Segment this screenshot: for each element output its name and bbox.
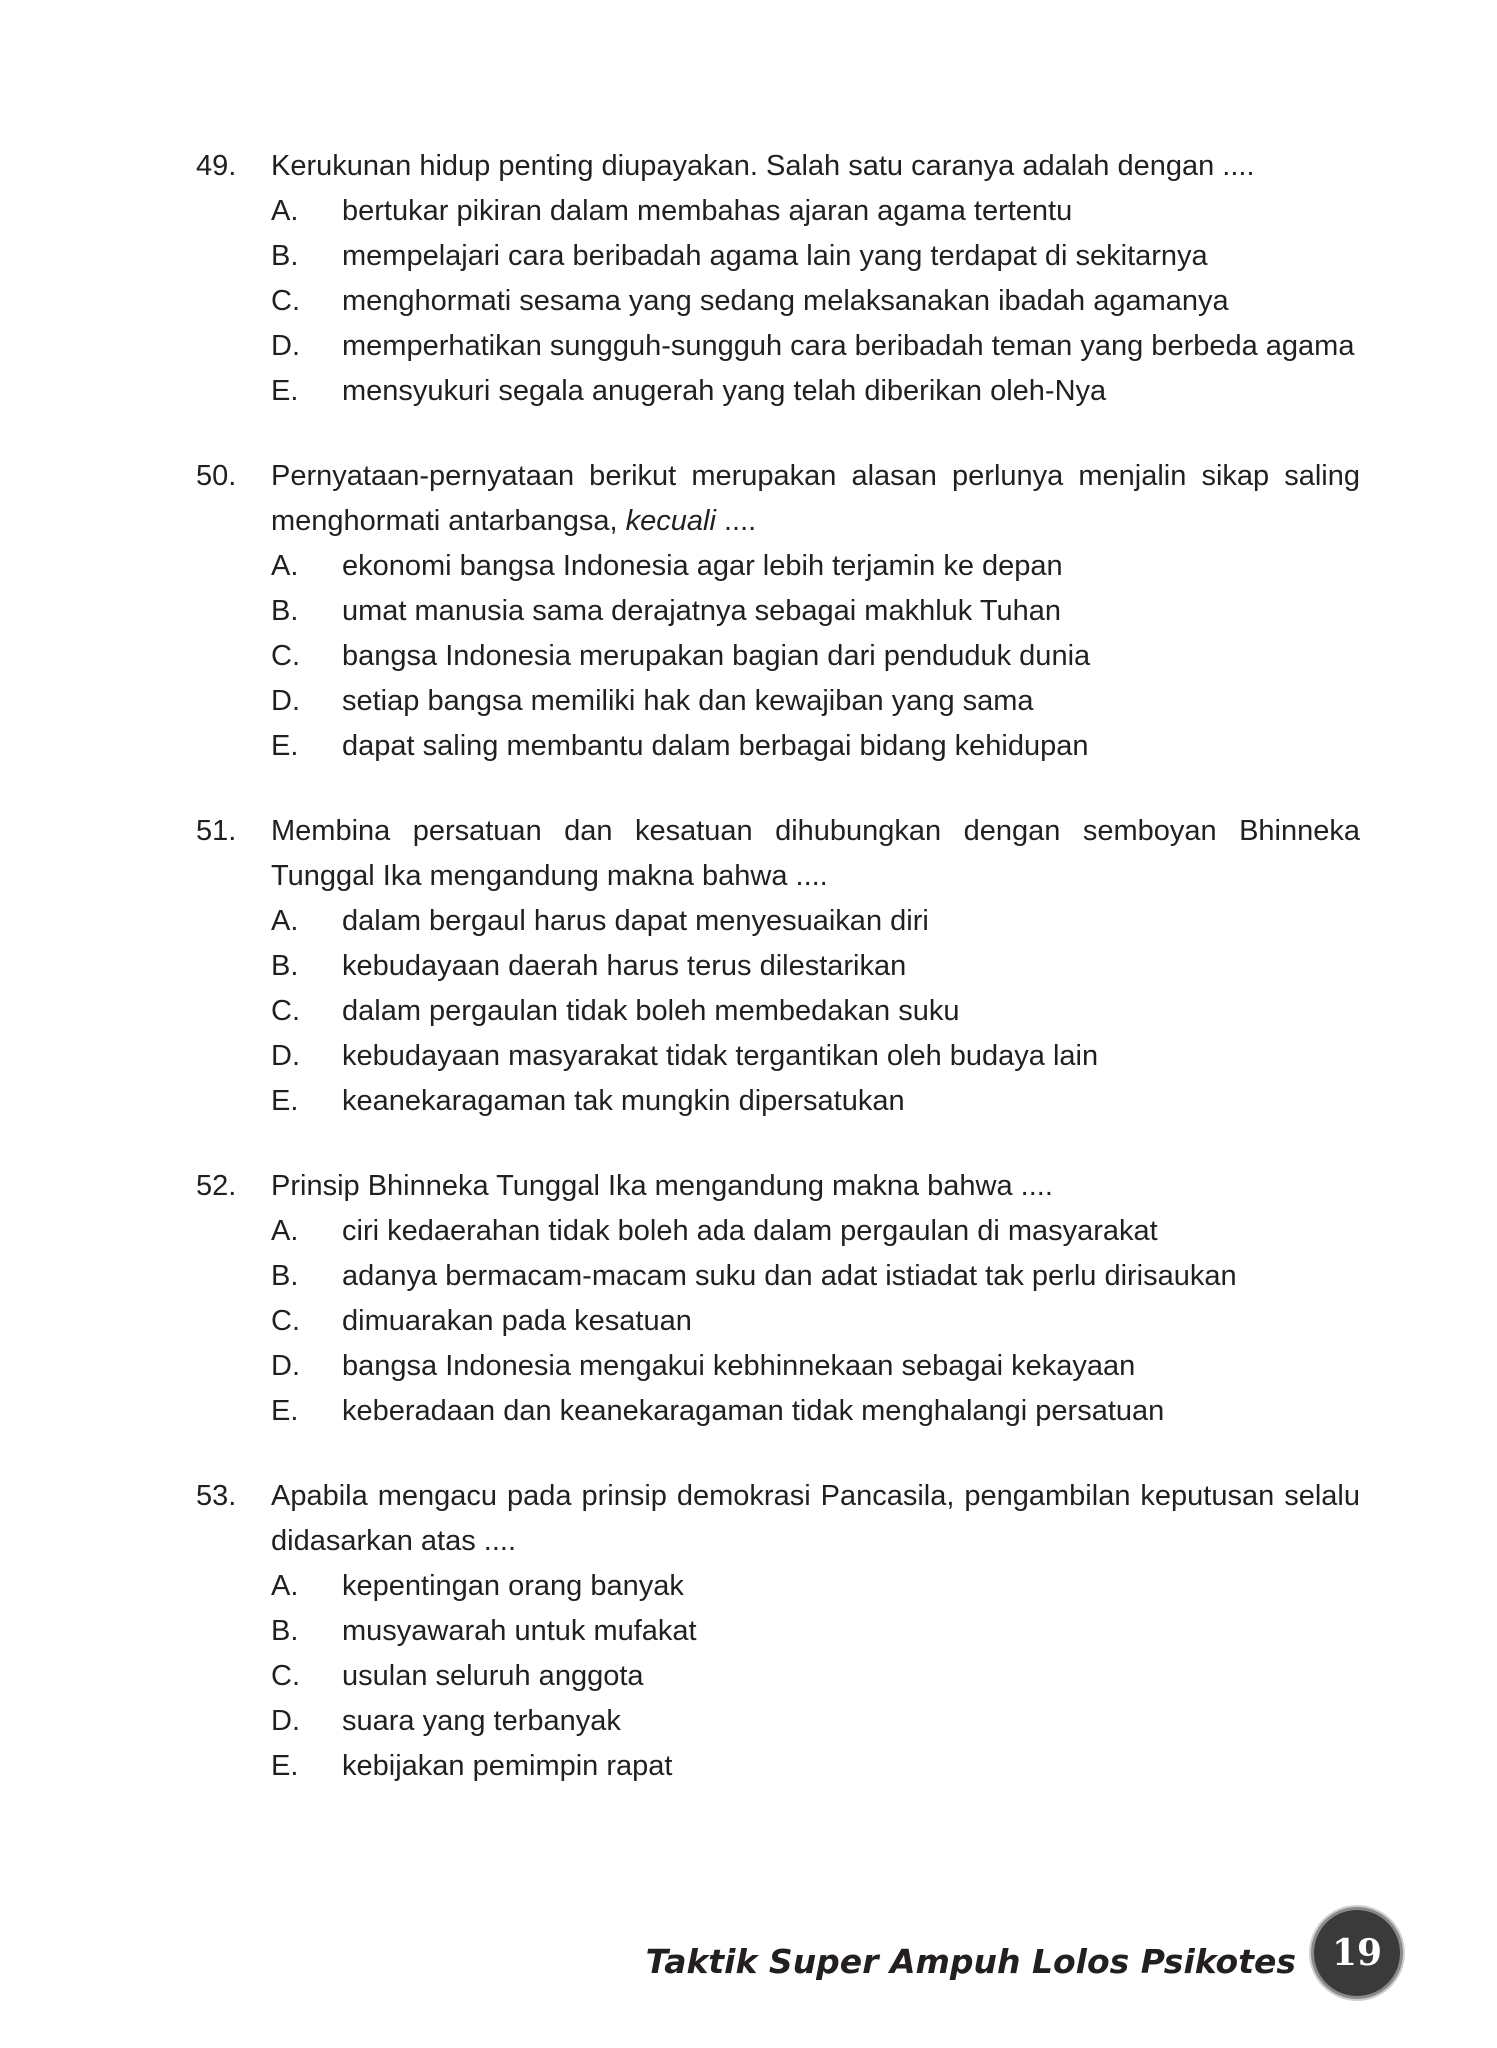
book-title: Taktik Super Ampuh Lolos Psikotes <box>645 1942 1296 1981</box>
page-footer <box>645 1898 1400 2008</box>
option-letter: E. <box>271 375 299 407</box>
option-letter: E. <box>271 1750 299 1782</box>
option-d <box>271 1699 1360 1744</box>
option-letter: A. <box>271 195 299 227</box>
option-text: umat manusia sama derajatnya sebagai makhluk Tuhan <box>342 595 1061 627</box>
option-a <box>271 899 1360 944</box>
question-52 <box>196 1164 1360 1434</box>
option-b <box>271 944 1360 989</box>
option-letter: D. <box>271 1350 300 1382</box>
option-letter: B. <box>271 595 299 627</box>
question-53 <box>196 1474 1360 1789</box>
option-d <box>271 1034 1360 1079</box>
option-c <box>271 634 1360 679</box>
option-a <box>271 189 1360 234</box>
option-letter: A. <box>271 550 299 582</box>
option-list <box>271 1209 1360 1434</box>
question-list <box>196 144 1360 1829</box>
option-text: memperhatikan sungguh-sungguh cara beribadah teman yang berbeda agama <box>342 330 1355 362</box>
option-text: musyawarah untuk mufakat <box>342 1615 697 1647</box>
option-text: kebudayaan masyarakat tidak tergantikan oleh budaya lain <box>342 1040 1099 1072</box>
option-letter: B. <box>271 950 299 982</box>
option-letter: A. <box>271 1215 299 1247</box>
option-e <box>271 1079 1360 1124</box>
option-b <box>271 234 1360 279</box>
option-text: keberadaan dan keanekaragaman tidak menghalangi persatuan <box>342 1395 1165 1427</box>
option-letter: A. <box>271 1570 299 1602</box>
option-text: dalam pergaulan tidak boleh membedakan suku <box>342 995 960 1027</box>
option-a <box>271 1564 1360 1609</box>
option-letter: E. <box>271 730 299 762</box>
option-text: usulan seluruh anggota <box>342 1660 644 1692</box>
question-text: Kerukunan hidup penting diupayakan. Salah satu caranya adalah dengan .... <box>271 150 1255 182</box>
question-number: 52. <box>196 1170 237 1202</box>
option-letter: D. <box>271 330 300 362</box>
option-text: kebijakan pemimpin rapat <box>342 1750 673 1782</box>
option-letter: D. <box>271 1705 300 1737</box>
option-letter: C. <box>271 1305 300 1337</box>
question-51 <box>196 809 1360 1124</box>
option-list <box>271 899 1360 1124</box>
option-b <box>271 1254 1360 1299</box>
option-text: dapat saling membantu dalam berbagai bidang kehidupan <box>342 730 1089 762</box>
option-letter: E. <box>271 1085 299 1117</box>
option-d <box>271 1344 1360 1389</box>
option-c <box>271 1654 1360 1699</box>
option-letter: B. <box>271 1260 299 1292</box>
option-text: mensyukuri segala anugerah yang telah diberikan oleh-Nya <box>342 375 1107 407</box>
question-49 <box>196 144 1360 414</box>
option-letter: D. <box>271 685 300 717</box>
option-text: adanya bermacam-macam suku dan adat istiadat tak perlu dirisaukan <box>342 1260 1237 1292</box>
option-text: ekonomi bangsa Indonesia agar lebih terjamin ke depan <box>342 550 1063 582</box>
option-text: dalam bergaul harus dapat menyesuaikan diri <box>342 905 929 937</box>
question-text: Apabila mengacu pada prinsip demokrasi Pancasila, pengambilan keputusan selalu didasarkan atas .... <box>271 1480 1360 1557</box>
option-a <box>271 544 1360 589</box>
option-c <box>271 279 1360 324</box>
page-number-badge <box>1314 1910 1400 1996</box>
question-number: 49. <box>196 150 237 182</box>
option-d <box>271 679 1360 724</box>
option-letter: E. <box>271 1395 299 1427</box>
option-text: suara yang terbanyak <box>342 1705 621 1737</box>
question-text: Membina persatuan dan kesatuan dihubungkan dengan semboyan Bhinneka Tunggal Ika mengandung makna bahwa .... <box>271 815 1360 892</box>
option-d <box>271 324 1360 369</box>
option-letter: D. <box>271 1040 300 1072</box>
question-text: Pernyataan-pernyataan berikut merupakan alasan perlunya menjalin sikap saling menghormati antarbangsa, kecuali .... <box>271 460 1360 537</box>
option-text: dimuarakan pada kesatuan <box>342 1305 692 1337</box>
question-50 <box>196 454 1360 769</box>
option-text: menghormati sesama yang sedang melaksanakan ibadah agamanya <box>342 285 1229 317</box>
option-e <box>271 1389 1360 1434</box>
option-c <box>271 1299 1360 1344</box>
option-text: bangsa Indonesia mengakui kebhinnekaan sebagai kekayaan <box>342 1350 1136 1382</box>
option-list <box>271 1564 1360 1789</box>
question-number: 50. <box>196 460 237 492</box>
option-text: keanekaragaman tak mungkin dipersatukan <box>342 1085 905 1117</box>
option-letter: C. <box>271 640 300 672</box>
option-a <box>271 1209 1360 1254</box>
option-letter: B. <box>271 240 299 272</box>
option-letter: C. <box>271 285 300 317</box>
option-text: bertukar pikiran dalam membahas ajaran agama tertentu <box>342 195 1073 227</box>
option-text: kebudayaan daerah harus terus dilestarikan <box>342 950 907 982</box>
option-e <box>271 724 1360 769</box>
page-number: 19 <box>1331 1932 1383 1974</box>
option-text: mempelajari cara beribadah agama lain yang terdapat di sekitarnya <box>342 240 1208 272</box>
option-list <box>271 544 1360 769</box>
option-text: ciri kedaerahan tidak boleh ada dalam pergaulan di masyarakat <box>342 1215 1158 1247</box>
option-letter: C. <box>271 995 300 1027</box>
option-text: bangsa Indonesia merupakan bagian dari penduduk dunia <box>342 640 1091 672</box>
option-b <box>271 1609 1360 1654</box>
option-text: kepentingan orang banyak <box>342 1570 684 1602</box>
option-e <box>271 369 1360 414</box>
option-e <box>271 1744 1360 1789</box>
question-number: 51. <box>196 815 237 847</box>
option-letter: C. <box>271 1660 300 1692</box>
option-list <box>271 189 1360 414</box>
option-c <box>271 989 1360 1034</box>
option-letter: A. <box>271 905 299 937</box>
option-letter: B. <box>271 1615 299 1647</box>
question-number: 53. <box>196 1480 237 1512</box>
option-text: setiap bangsa memiliki hak dan kewajiban yang sama <box>342 685 1034 717</box>
question-text: Prinsip Bhinneka Tunggal Ika mengandung makna bahwa .... <box>271 1170 1053 1202</box>
option-b <box>271 589 1360 634</box>
